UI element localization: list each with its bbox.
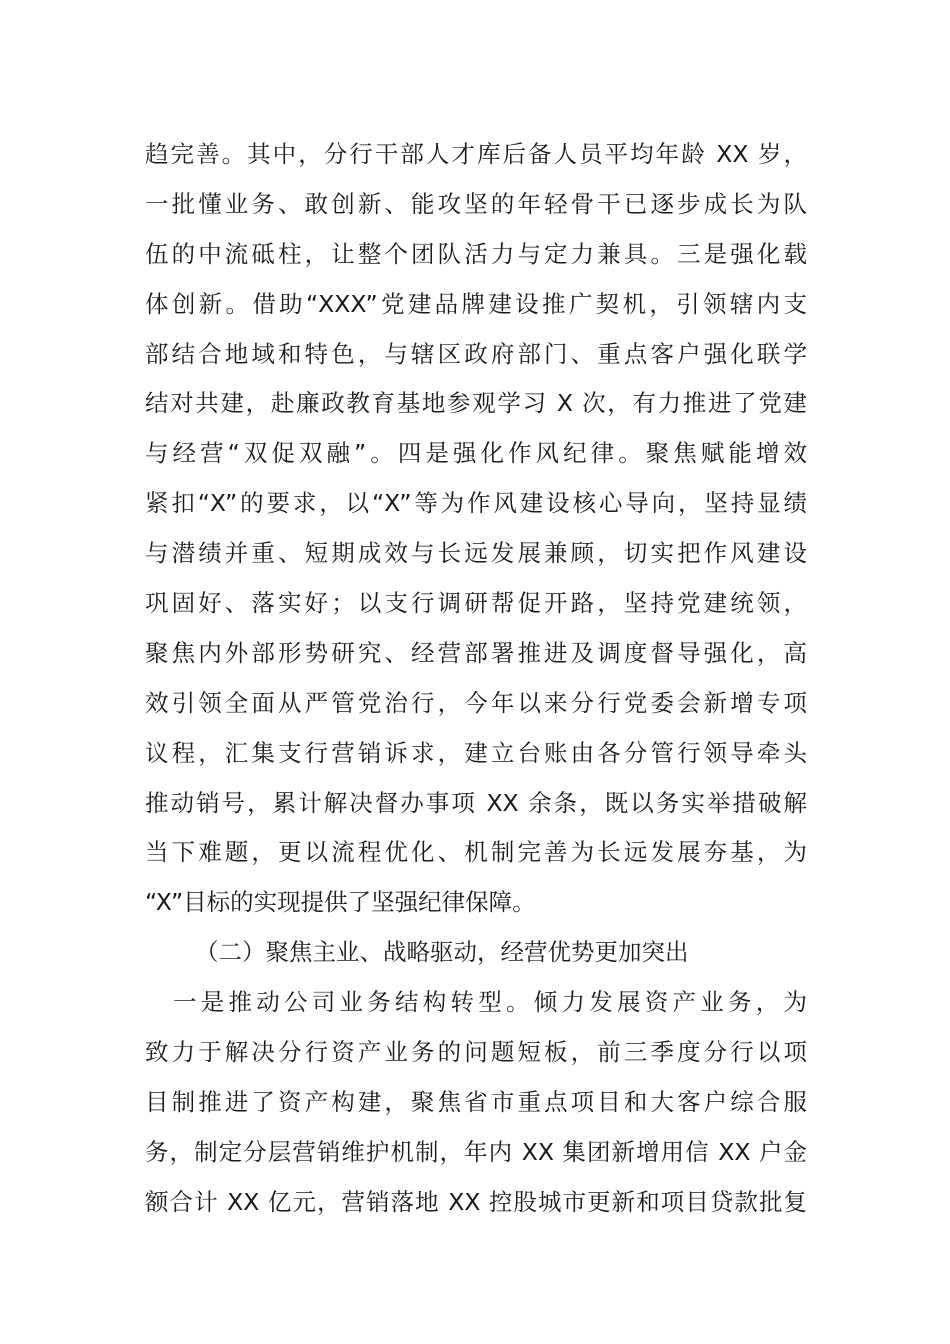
section-heading: （二）聚焦主业、战略驱动，经营优势更加突出 <box>195 938 689 967</box>
text-line: 致力于解决分行资产业务的问题短板，前三季度分行以项 <box>145 1038 807 1067</box>
text-line: 伍的中流砥柱，让整个团队活力与定力兼具。三是强化载 <box>145 239 807 268</box>
text-line: 一批懂业务、敢创新、能攻坚的年轻骨干已逐步成长为队 <box>145 189 807 218</box>
text-line: 目制推进了资产构建，聚焦省市重点项目和大客户综合服 <box>145 1087 807 1116</box>
text-line: 巩固好、落实好；以支行调研帮促开路，坚持党建统领， <box>145 589 807 618</box>
text-line: 与经营“双促双融”。四是强化作风纪律。聚焦赋能增效 <box>145 439 807 468</box>
paragraph-party-building <box>145 130 807 928</box>
text-line: 推动销号，累计解决督办事项 XX 余条，既以务实举措破解 <box>145 788 807 817</box>
text-line: 结对共建，赴廉政教育基地参观学习 X 次，有力推进了党建 <box>145 389 807 418</box>
text-line: 紧扣“X”的要求，以“X”等为作风建设核心导向，坚持显绩 <box>145 489 807 518</box>
text-line: 议程，汇集支行营销诉求，建立台账由各分管行领导牵头 <box>145 738 807 767</box>
text-line: 趋完善。其中，分行干部人才库后备人员平均年龄 XX 岁， <box>145 140 807 168</box>
document-page <box>145 130 807 1228</box>
text-line: 部结合地域和特色，与辖区政府部门、重点客户强化联学 <box>145 339 807 368</box>
text-line: 一是推动公司业务结构转型。倾力发展资产业务，为 <box>173 988 807 1017</box>
text-line: 体创新。借助“XXX”党建品牌建设推广契机，引领辖内支 <box>145 289 807 318</box>
text-line: 务，制定分层营销维护机制，年内 XX 集团新增用信 XX 户金 <box>145 1137 807 1166</box>
text-line: 效引领全面从严管党治行，今年以来分行党委会新增专项 <box>145 688 807 717</box>
text-line: 与潜绩并重、短期成效与长远发展兼顾，切实把作风建设 <box>145 539 807 568</box>
text-line: 聚焦内外部形势研究、经营部署推进及调度督导强化，高 <box>145 638 807 667</box>
text-line: “X”目标的实现提供了坚强纪律保障。 <box>145 888 536 917</box>
text-line: 额合计 XX 亿元，营销落地 XX 控股城市更新和项目贷款批复 <box>145 1187 807 1216</box>
text-line: 当下难题，更以流程优化、机制完善为长远发展夯基，为 <box>145 838 807 867</box>
paragraph-business-transformation <box>145 978 807 1227</box>
